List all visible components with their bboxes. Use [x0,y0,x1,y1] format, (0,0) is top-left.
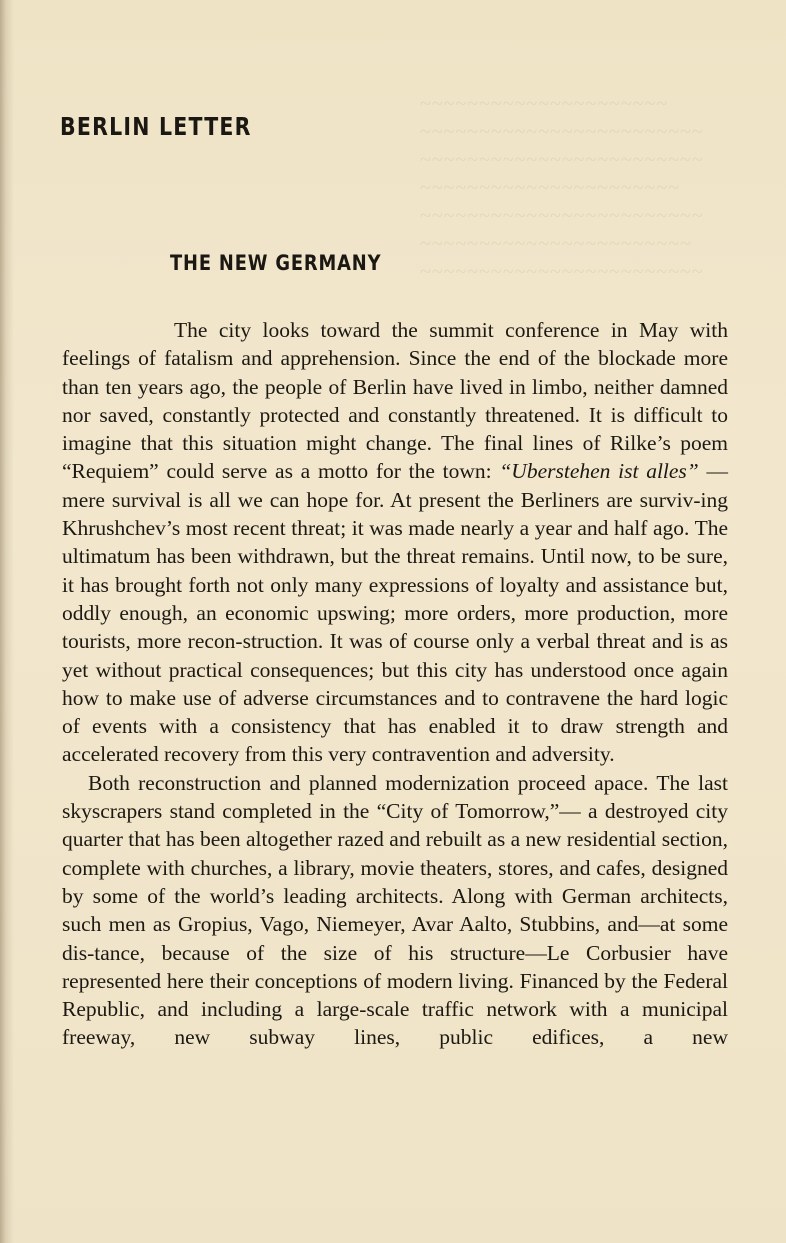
paragraph-1-text-b: — mere survival is all we can hope for. At present the Berliners are surviv-ing Khrushchev’s most recent threat; it was made nearly a year and half ago. The ultimatum has been withdrawn, but the threat remains. Until now, to be sure, it has brought forth not only many expressions of loyalty and assistance but, oddly enough, an economic upswing; more orders, more production, more tourists, more recon-struction. It was of course only a verbal threat and is as yet without practical consequences; but this city has understood once again how to make use of adverse circumstances and to contravene the hard logic of events with a consistency that has enabled it to draw strength and accelerated recovery from this very contravention and adversity. [62,459,728,767]
article-title: THE NEW GERMANY [170,251,382,275]
article-body [62,316,728,1052]
section-heading: BERLIN LETTER [60,112,252,141]
paragraph-1 [62,316,728,769]
paragraph-1-text-a: The city looks toward the summit conference in May with feelings of fatalism and apprehension. Since the end of the blockade more than ten years ago, the people of Berlin have lived in limbo, neither damned nor saved, constantly protected and constantly threatened. It is difficult to imagine that this situation might change. The final lines of Rilke’s poem “Requiem” could serve as a motto for the town: [62,318,728,484]
rilke-motto: “Uberstehen ist alles” [499,459,699,484]
show-through-text: ~~~~~~~~~~~~~~~~~~~~~ ~~~~~~~~~~~~~~~~~~~~~~~~ ~~~~~~~~~~~~~~~~~~~~~~~~ ~~~~~~~~~~~~~~~~~~~~~~ ~~~~~~~~~~~~~~~~~~~~~~~~ ~~~~~~~~~~~~~~~~~~~~~~~ ~~~~~~~~~~~~~~~~~~~~~~~~ [420,93,704,283]
paragraph-2: Both reconstruction and planned modernization proceed apace. The last skyscrapers stand completed in the “City of Tomorrow,”— a destroyed city quarter that has been altogether razed and rebuilt as a new residential section, complete with churches, a library, movie theaters, stores, and cafes, designed by some of the world’s leading architects. Along with German architects, such men as Gropius, Vago, Niemeyer, Avar Aalto, Stubbins, and—at some dis-tance, because of the size of his structure—Le Corbusier have represented here their conceptions of modern living. Financed by the Federal Republic, and including a large-scale traffic network with a municipal freeway, new subway lines, public edifices, a new [62,770,728,1050]
